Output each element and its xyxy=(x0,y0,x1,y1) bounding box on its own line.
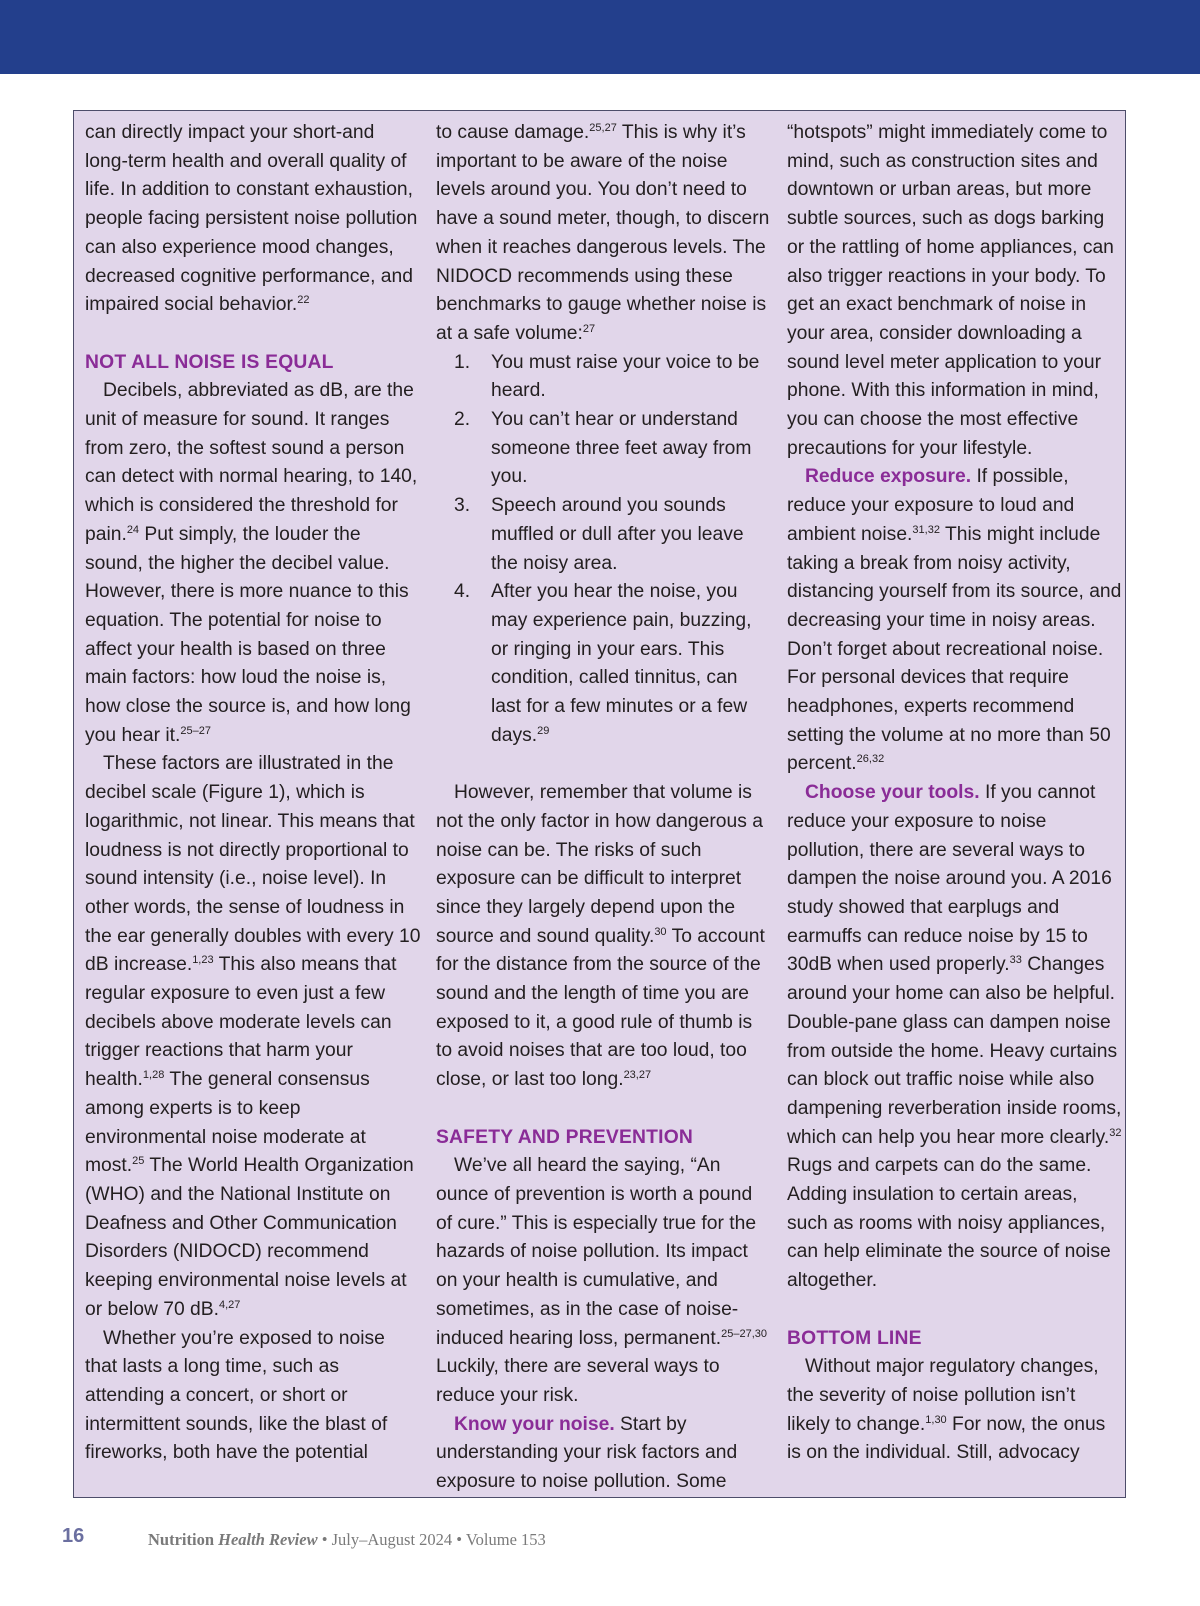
list-number: 3. xyxy=(454,495,471,517)
list-item xyxy=(436,578,772,750)
citation: 33 xyxy=(1009,954,1022,967)
running-footer xyxy=(148,1530,546,1550)
paragraph xyxy=(85,119,421,320)
text: to cause damage. xyxy=(436,122,590,143)
list-text: After you hear the noise, you may experience pain, buzzing, or ringing in your ears. This condition, called tinnitus, can last for a few minutes or a few days.$^{29}$ xyxy=(491,581,752,746)
issue-info: • July–August 2024 • Volume 153 xyxy=(317,1530,546,1549)
paragraph xyxy=(436,119,772,349)
page-number: 16 xyxy=(62,1525,85,1547)
text: Rugs and carpets can do the same. Adding insulation to certain areas, such as rooms with noisy appliances, can help eliminate the source of noise altogether. xyxy=(787,1155,1111,1292)
magazine-name: Nutrition Health Review xyxy=(148,1530,318,1549)
paragraph xyxy=(85,750,421,1324)
section-heading: BOTTOM LINE xyxy=(787,1327,922,1349)
list-item xyxy=(436,492,772,578)
citation: 22 xyxy=(297,294,310,307)
paragraph xyxy=(787,463,1123,779)
citation: 26,32 xyxy=(856,753,885,766)
column-2 xyxy=(436,119,772,1497)
citation: 23,27 xyxy=(623,1069,652,1082)
citation: 1,30 xyxy=(925,1413,947,1426)
section-heading: NOT ALL NOISE IS EQUAL xyxy=(85,351,334,373)
citation: 1,28 xyxy=(142,1069,165,1082)
citation: 27 xyxy=(582,322,596,335)
benchmark-list xyxy=(436,349,772,751)
article-box xyxy=(73,110,1126,1498)
citation: 25,27 xyxy=(589,122,617,134)
text: The general consensus among experts is to keep environmental noise moderate at most. xyxy=(85,1069,370,1177)
text: These factors are illustrated in the decibel scale (Figure 1), which is logarithmic, not linear. This means that loudness is not directly proportional to sound intensity (i.e., noise level). In other words, the sense of loudness in the ear generally doubles with every 10 dB increase. xyxy=(85,753,421,976)
paragraph xyxy=(787,779,1123,1296)
text: For now, the onus is on the individual. Still, advocacy xyxy=(787,1413,1106,1464)
paragraph xyxy=(85,377,421,750)
citation: 24 xyxy=(126,523,140,536)
text: This also means that regular exposure to even just a few decibels above moderate levels can trigger reactions that harm your health. xyxy=(85,954,397,1091)
list-text: You must raise your voice to be heard. xyxy=(491,351,760,402)
citation: 4,27 xyxy=(218,1298,241,1311)
text: This might include taking a break from noisy activity, distancing yourself from its source, and decreasing your time in noisy areas. Don’t forget about recreational noise. For personal devices that require headphones, experts recommend setting the volume at no more than 50 percent. xyxy=(787,523,1122,775)
top-color-band xyxy=(0,0,1200,74)
paragraph xyxy=(436,1411,772,1497)
list-text: You can’t hear or understand someone three feet away from you. xyxy=(491,409,752,488)
citation: 25 xyxy=(132,1155,145,1168)
text: If possible, reduce your exposure to loud and ambient noise. xyxy=(787,466,1075,545)
text: If you cannot reduce your exposure to noise pollution, there are several ways to dampen the noise around you. A 2016 study showed that earplugs and earmuffs can reduce noise by 15 to 30dB when used properly. xyxy=(787,782,1112,976)
paragraph xyxy=(787,1353,1123,1468)
list-number: 2. xyxy=(454,409,471,431)
text: We’ve all heard the saying, “An ounce of prevention is worth a pound of cure.” This is especially true for the hazards of noise pollution. Its impact on your health is cumulative, and sometimes, as in the case of noise-induced hearing loss, permanent. xyxy=(436,1155,757,1349)
text: To account for the distance from the source of the sound and the length of time you are exposed to it, a good rule of thumb is to avoid noises that are too loud, too close, or last too long. xyxy=(436,925,765,1091)
paragraph xyxy=(436,779,772,1095)
paragraph: Whether you’re exposed to noise that lasts a long time, such as attending a concert, or short or intermittent sounds, like the blast of fireworks, both have the potential xyxy=(85,1327,388,1464)
text: Luckily, there are several ways to reduce your risk. xyxy=(436,1356,720,1406)
citation: 32 xyxy=(1109,1126,1122,1139)
column-3 xyxy=(787,119,1123,1468)
citation: 31,32 xyxy=(912,523,940,536)
text: Start by understanding your risk factors and exposure to noise pollution. Some xyxy=(436,1413,738,1493)
column-1 xyxy=(85,119,421,1468)
text: Changes around your home can also be helpful. Double-pane glass can dampen noise from outside the home. Heavy curtains can block out traffic noise while also dampening reverberation inside rooms, which can help you hear more clearly. xyxy=(787,954,1122,1148)
list-text: Speech around you sounds muffled or dull after you leave the noisy area. xyxy=(491,495,744,574)
list-item xyxy=(436,406,772,492)
paragraph: “hotspots” might immediately come to mind, such as construction sites and downtown or urban areas, but more subtle sources, such as dogs barking or the rattling of home appliances, can also trigger reactions in your body. To get an exact benchmark of noise in your area, consider downloading a sound level meter application to your phone. With this information in mind, you can choose the most effective precautions for your lifestyle. xyxy=(787,122,1114,459)
text: However, remember that volume is not the only factor in how dangerous a noise can be. The risks of such exposure can be difficult to interpret since they largely depend upon the source and sound quality. xyxy=(436,782,763,947)
citation: 1,23 xyxy=(192,954,214,967)
text: can directly impact your short-and long-term health and overall quality of life. In addition to constant exhaustion, people facing persistent noise pollution can also experience mood changes, decreased cognitive performance, and impaired social behavior. xyxy=(85,122,418,316)
paragraph xyxy=(436,1152,772,1410)
run-in-heading: Choose your tools. xyxy=(805,782,980,804)
section-heading: SAFETY AND PREVENTION xyxy=(436,1126,694,1148)
text: Decibels, abbreviated as dB, are the unit of measure for sound. It ranges from zero, the softest sound a person can detect with normal hearing, to 140, which is considered the threshold for pain. xyxy=(85,380,418,545)
citation: 30 xyxy=(654,925,667,938)
run-in-heading: Reduce exposure. xyxy=(805,466,972,488)
text: This is why it’s important to be aware of the noise levels around you. You don’t need to have a sound meter, though, to discern when it reaches dangerous levels. The NIDOCD recommends using these benchmarks to gauge whether noise is at a safe volume: xyxy=(436,122,770,344)
citation: 25–27,30 xyxy=(721,1327,768,1340)
text: Put simply, the louder the sound, the higher the decibel value. However, there is more nuance to this equation. The potential for noise to affect your health is based on three main factors: how loud the noise is, how close the source is, and how long you hear it. xyxy=(85,523,411,746)
text: Without major regulatory changes, the severity of noise pollution isn’t likely to change. xyxy=(787,1356,1099,1435)
text: The World Health Organization (WHO) and the National Institute on Deafness and Other Communication Disorders (NIDOCD) recommend keeping environmental noise levels at or below 70 dB. xyxy=(85,1155,414,1320)
list-item xyxy=(436,349,772,406)
list-number: 4. xyxy=(454,581,471,603)
citation: 25–27 xyxy=(180,724,211,737)
run-in-heading: Know your noise. xyxy=(454,1413,615,1435)
list-number: 1. xyxy=(454,351,471,373)
